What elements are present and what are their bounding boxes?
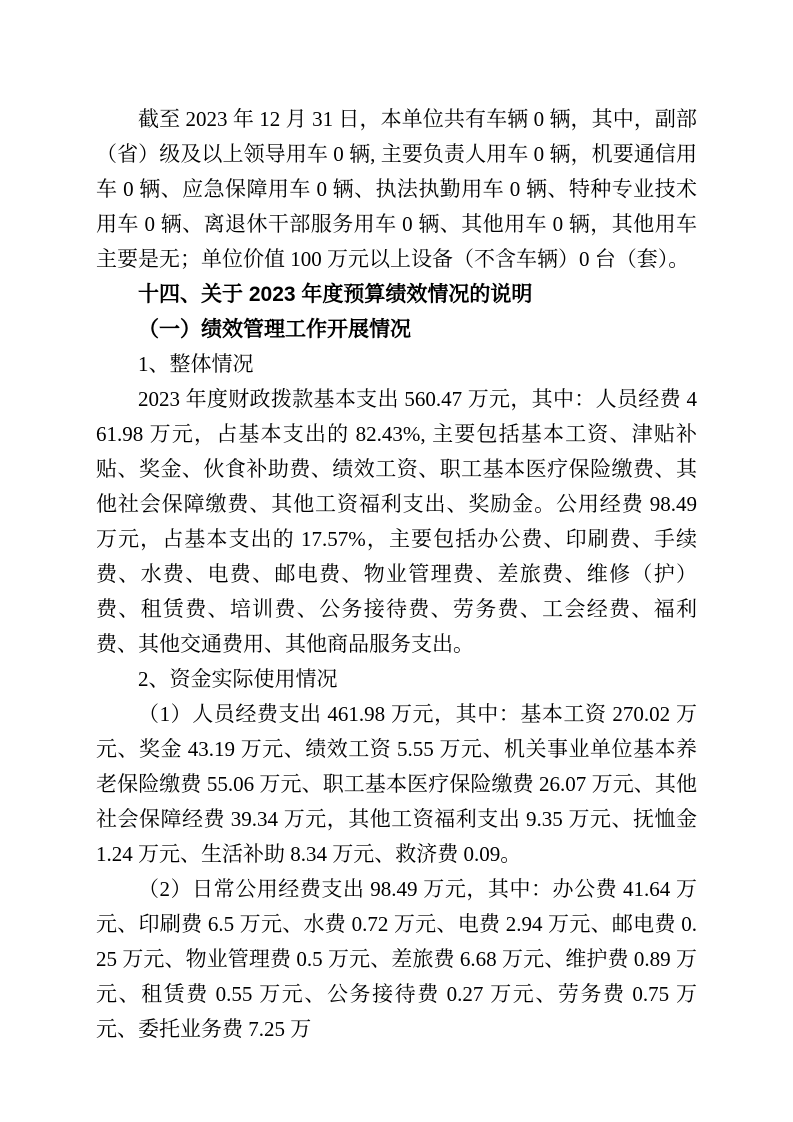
item-heading-overall-situation: 1、整体情况 [138,352,254,376]
subsection-heading-performance-management: （一）绩效管理工作开展情况 [138,318,411,341]
section-heading-14-budget-performance: 十四、关于 2023 年度预算绩效情况的说明 [138,283,533,306]
daily-public-expense-paragraph: （2）日常公用经费支出 98.49 万元，其中：办公费 41.64 万元、印刷费 6.5 万元、水费 0.72 万元、电费 2.94 万元、邮电费 0.25 万元、物业管理费 0.5 万元、差旅费 6.68 万元、维护费 0.89 万元、租赁费 0.55 万元、公务接待费 0.27 万元、劳务费 0.75 万元、委托业务费 7.25 万 [96,877,697,1041]
vehicle-equipment-summary-paragraph: 截至 2023 年 12 月 31 日，本单位共有车辆 0 辆，其中，副部（省）级及以上领导用车 0 辆, 主要负责人用车 0 辆，机要通信用车 0 辆、应急保障用车 0 辆、执法执勤用车 0 辆、特种专业技术用车 0 辆、离退休干部服务用车 0 辆、其他用车 0 辆，其他用车主要是无；单位价值 100 万元以上设备（不含车辆）0 台（套）。 [96,107,697,271]
item-heading-funds-actual-usage: 2、资金实际使用情况 [138,667,338,691]
personnel-expense-paragraph: （1）人员经费支出 461.98 万元，其中：基本工资 270.02 万元、奖金 43.19 万元、绩效工资 5.55 万元、机关事业单位基本养老保险缴费 55.06 万元、职工基本医疗保险缴费 26.07 万元、其他社会保障经费 39.34 万元，其他工资福利支出 9.35 万元、抚恤金 1.24 万元、生活补助 8.34 万元、救济费 0.09。 [96,702,697,866]
overall-situation-paragraph: 2023 年度财政拨款基本支出 560.47 万元，其中：人员经费 461.98 万元，占基本支出的 82.43%, 主要包括基本工资、津贴补贴、奖金、伙食补助费、绩效工资、职工基本医疗保险缴费、其他社会保障缴费、其他工资福利支出、奖励金。公用经费 98.49 万元，占基本支出的 17.57%，主要包括办公费、印刷费、手续费、水费、电费、邮电费、物业管理费、差旅费、维修（护）费、租赁费、培训费、公务接待费、劳务费、工会经费、福利费、其他交通费用、其他商品服务支出。 [96,387,697,656]
